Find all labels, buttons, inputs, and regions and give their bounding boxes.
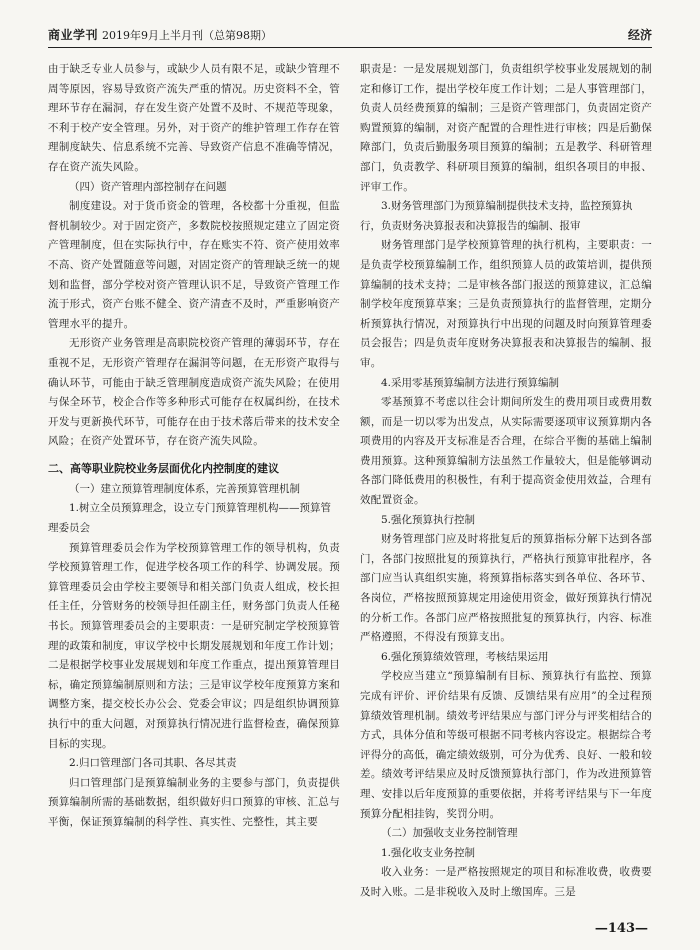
subsection-heading: （四）资产管理内部控制存在问题 bbox=[69, 180, 227, 193]
subsection-heading: 6.强化预算绩效管理，考核结果运用 bbox=[381, 650, 549, 663]
subsection-heading: 1.强化收支业务控制 bbox=[381, 846, 476, 859]
right-column bbox=[360, 60, 652, 912]
running-header bbox=[48, 22, 652, 48]
subsection-heading: （二）加强收支业务控制管理 bbox=[381, 827, 518, 840]
paragraph: 由于缺乏专业人员参与，或缺少人员有限不足，或缺少管理不周等原因，容易导致资产流失严重的情况。历史资料不全，管理环节存在漏洞，存在发生资产处置不及时、不规范等现象，不利于校产安全管理。另外，对于资产的维护管理工作存在管理制度缺失、信息系统不完善、导致资产信息不准确等情况，存在资产流失风险。 bbox=[48, 63, 340, 173]
subsection-heading: 4.采用零基预算编制方法进行预算编制 bbox=[381, 376, 560, 389]
paragraph: 收入业务：一是严格按照规定的项目和标准收费，收费要及时入账。二是非税收入及时上缴国库。三是 bbox=[360, 866, 652, 898]
subsection-heading: 5.强化预算执行控制 bbox=[381, 513, 476, 526]
paragraph: 归口管理部门是预算编制业务的主要参与部门，负责提供预算编制所需的基础数据，组织做好归口预算的审核、汇总与平衡，保证预算编制的科学性、真实性、完整性，其主要 bbox=[48, 776, 340, 828]
paragraph: 预算管理委员会作为学校预算管理工作的领导机构，负责学校预算管理工作，促进学校各项工作的科学、协调发展。预算管理委员会由学校主要领导和相关部门负责人组成，校长担任主任，分管财务的校领导担任副主任，财务部门负责人任秘书长。预算管理委员会的主要职责：一是研究制定学校预算管理的政策和制度，审议学校中长期发展规划和年度工作计划；二是根据学校事业发展规划和年度工作重点，提出预算管理目标，确定预算编制原则和方法；三是审议学校年度预算方案和调整方案，提交校长办公会、党委会审议；四是组织协调预算执行中的重大问题，对预算执行情况进行监督检查，确保预算目标的实现。 bbox=[48, 541, 340, 750]
paragraph: 零基预算不考虑以往会计期间所发生的费用项目或费用数额，而是一切以零为出发点，从实际需要逐项审议预算期内各项费用的内容及开支标准是否合理，在综合平衡的基础上编制费用预算。这种预算编制方法虽然工作量较大，但是能够调动各部门降低费用的积极性，有利于提高资金使用效益，合理有效配置资金。 bbox=[360, 396, 652, 507]
journal-title: 商业学刊 bbox=[48, 28, 99, 42]
paragraph: 职责是：一是发展规划部门，负责组织学校事业发展规划的制定和修订工作，提出学校年度工作计划；二是人事管理部门，负责人员经费预算的编制；三是资产管理部门，负责固定资产购置预算的编制，对资产配置的合理性进行审核；四是后勤保障部门，负责后勤服务项目预算的编制；五是教学、科研管理部门，负责教学、科研项目预算的编制，组织各项目的申报、评审工作。 bbox=[360, 63, 652, 193]
page-number: —143— bbox=[594, 921, 648, 936]
subsection-heading: 3.财务管理部门为预算编制提供技术支持，监控预算执行，负责财务决算报表和决算报告的编制、报审 bbox=[360, 200, 633, 232]
subsection-heading: （一）建立预算管理制度体系，完善预算管理机制 bbox=[69, 482, 300, 495]
left-column bbox=[48, 60, 340, 912]
subsection-heading: 2.归口管理部门各司其职、各尽其责 bbox=[69, 757, 237, 770]
subsection-heading: 1.树立全员预算理念，设立专门预算管理机构——预算管理委员会 bbox=[48, 502, 332, 535]
article-body bbox=[48, 60, 652, 912]
paragraph: 财务管理部门应及时将批复后的预算指标分解下达到各部门，各部门按照批复的预算执行，严格执行预算审批程序，各部门应当认真组织实施，将预算指标落实到各单位、各环节、各岗位，严格按照预算规定用途使用资金，做好预算执行情况的分析工作。各部门应严格按照批复的预算执行，内容、标准严格遵照，不得没有预算支出。 bbox=[360, 533, 652, 644]
journal-info bbox=[48, 24, 272, 43]
section-label: 经济 bbox=[627, 28, 652, 42]
paragraph: 财务管理部门是学校预算管理的执行机构，主要职责：一是负责学校预算编制工作，组织预算人员的政策培训，提供预算编制的技术支持；二是审核各部门报送的预算建议，汇总编制学校年度预算草案；三是负责预算执行的监督管理，定期分析预算执行情况，对预算执行中出现的问题及时向预算管理委员会报告；四是负责年度财务决算报表和决算报告的编制、报审。 bbox=[360, 239, 652, 369]
issue-info: 2019年9月上半月刊（总第98期） bbox=[102, 29, 273, 42]
paragraph: 无形资产业务管理是高职院校资产管理的薄弱环节，存在重视不足，无形资产管理存在漏洞等问题，在无形资产取得与确认环节，可能由于缺乏管理制度造成资产流失风险；在使用与保全环节，校企合作等多种形式可能存在权属纠纷，在技术开发与更新换代环节，可能存在由于技术落后带来的技术安全风险；在资产处置环节，存在资产流失风险。 bbox=[48, 337, 340, 448]
section-heading: 二、高等职业院校业务层面优化内控制度的建议 bbox=[48, 461, 279, 475]
paragraph: 学校应当建立“预算编制有目标、预算执行有监控、预算完成有评价、评价结果有反馈、反馈结果有应用”的全过程预算绩效管理机制。绩效考评结果应与部门评分与评奖相结合的方式，具体分值和等级可根据不同考核内容设定。根据综合考评得分的高低，确定绩效级别，可分为优秀、良好、一般和较差。绩效考评结果应及时反馈预算执行部门，作为改进预算管理、安排以后年度预算的重要依据，并将考评结果与下一年度预算分配相挂钩，奖罚分明。 bbox=[360, 670, 652, 820]
paragraph: 制度建设。对于货币资金的管理，各校都十分重视，但监督机制较少。对于固定资产，多数院校按照规定建立了固定资产管理制度，但在实际执行中，存在账实不符、资产使用效率不高、资产处置随意等问题，对固定资产的管理缺乏统一的规划和监督，部分学校对资产管理认识不足，导致资产管理工作流于形式，资产台账不健全、资产清查不及时，严重影响资产管理水平的提升。 bbox=[48, 200, 340, 330]
